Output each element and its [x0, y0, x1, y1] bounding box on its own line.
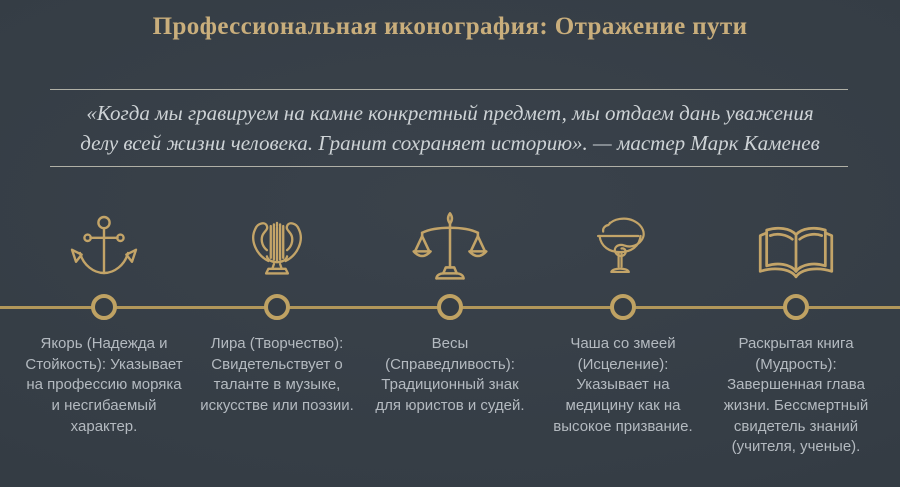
item-label: Раскрытая книга (Мудрость): Завершенная глава жизни. Бессмертный свидетель знаний (учителя, ученые).: [723, 335, 869, 456]
anchor-icon: [68, 212, 140, 286]
lyre-icon: [242, 208, 312, 286]
open-book-icon: [751, 220, 841, 286]
timeline-item-scales: [364, 200, 536, 458]
item-label: Лира (Творчество): Свидетельствует о таланте в музыке, искусстве или поэзии.: [200, 335, 354, 415]
item-label: Чаша со змеей (Исцеление): Указывает на медицину как на высокое призвание.: [553, 335, 693, 435]
timeline-item-lyre: [191, 200, 363, 458]
timeline-node: [264, 294, 290, 320]
timeline-node: [610, 294, 636, 320]
timeline-item-open-book: [710, 200, 882, 458]
quote-divider-bottom: [50, 166, 848, 167]
page-title: Профессиональная иконография: Отражение пути: [152, 13, 748, 40]
item-label: Якорь (Надежда и Стойкость): Указывает на профессию моряка и несгибаемый характер.: [25, 335, 183, 435]
quote-divider-top: [50, 89, 848, 90]
quote-line-2: делу всей жизни человека. Гранит сохраняет историю». — мастер Марк Каменев: [80, 131, 820, 156]
timeline-node: [437, 294, 463, 320]
timeline-node: [783, 294, 809, 320]
timeline-item-anchor: [18, 200, 190, 458]
quote-text: [30, 98, 870, 159]
scales-icon: [407, 210, 493, 286]
snake-bowl-icon: [590, 208, 656, 286]
timeline-items: [18, 200, 882, 458]
item-label: Весы (Справедливость): Традиционный знак для юристов и судей.: [375, 335, 525, 415]
timeline-item-snake-bowl: [537, 200, 709, 458]
timeline-node: [91, 294, 117, 320]
quote-line-1: «Когда мы гравируем на камне конкретный предмет, мы отдаем дань уважения: [86, 101, 814, 125]
